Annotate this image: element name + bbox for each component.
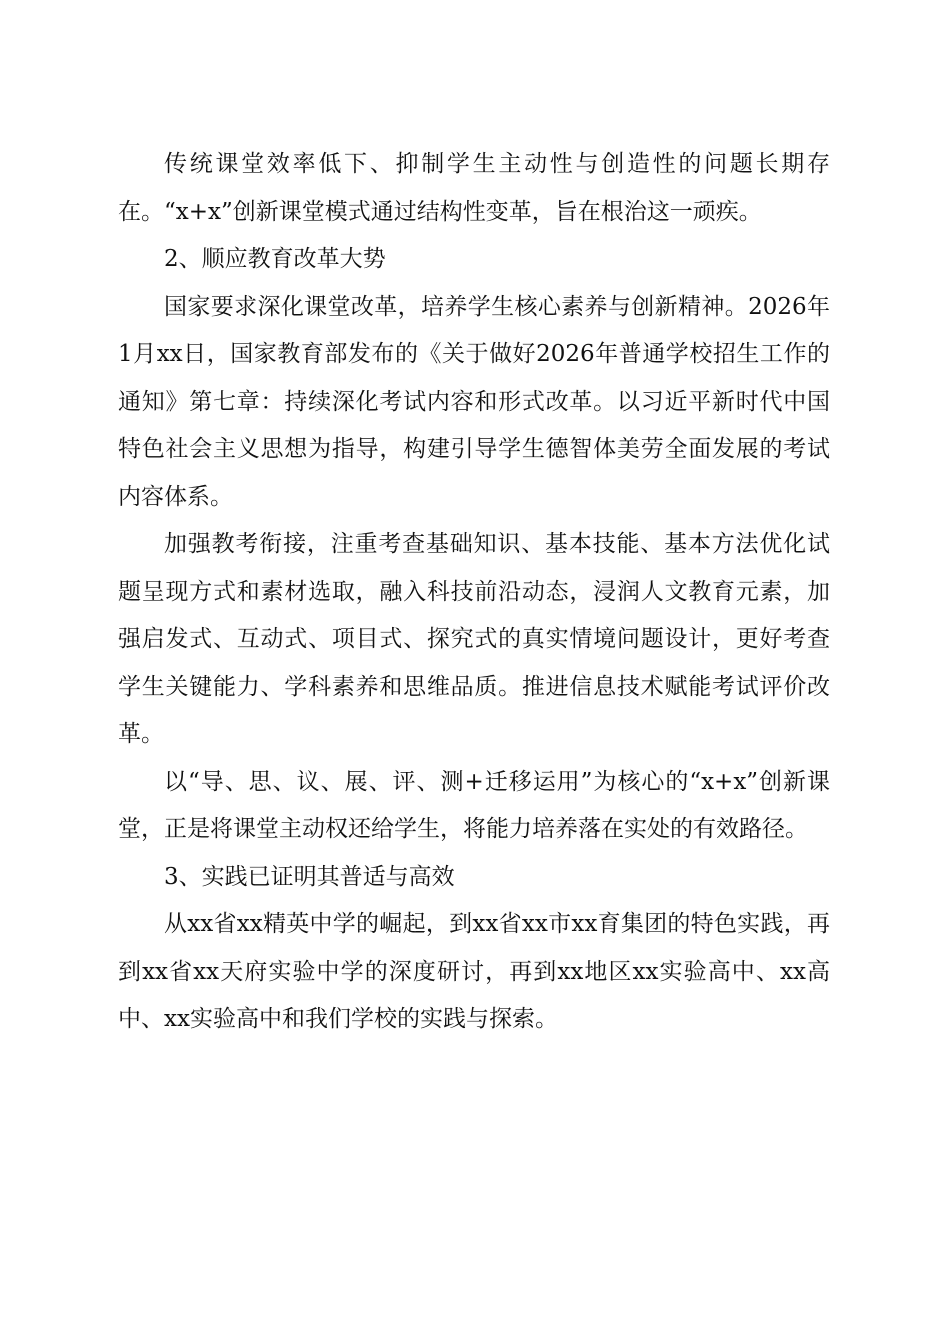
paragraph-practice-examples: 从xx省xx精英中学的崛起，到xx省xx市xx育集团的特色实践，再到xx省xx天府实验中学的深度研讨，再到xx地区xx实验高中、xx高中、xx实验高中和我们学校的实践与探索。 xyxy=(118,911,830,1032)
paragraph-teaching-exam-link: 加强教考衔接，注重考查基础知识、基本技能、基本方法优化试题呈现方式和素材选取，融入科技前沿动态，浸润人文教育元素，加强启发式、互动式、项目式、探究式的真实情境问题设计，更好考查学生关键能力、学科素养和思维品质。推进信息技术赋能考试评价改革。 xyxy=(118,531,830,747)
section-heading-practice-proven: 3、实践已证明其普适与高效 xyxy=(164,863,455,890)
paragraph-xx-innovative-classroom: 以“导、思、议、展、评、测+迁移运用”为核心的“x+x”创新课堂，正是将课堂主动权还给学生，将能力培养落在实处的有效路径。 xyxy=(118,768,830,842)
document-body xyxy=(118,141,830,1044)
section-heading-reform-trend: 2、顺应教育改革大势 xyxy=(164,246,386,272)
paragraph-traditional-classroom: 传统课堂效率低下、抑制学生主动性与创造性的问题长期存在。“x+x”创新课堂模式通过结构性变革，旨在根治这一顽疾。 xyxy=(118,151,830,225)
paragraph-national-requirements: 国家要求深化课堂改革，培养学生核心素养与创新精神。2026年1月xx日，国家教育部发布的《关于做好2026年普通学校招生工作的通知》第七章：持续深化考试内容和形式改革。以习近平新时代中国特色社会主义思想为指导，构建引导学生德智体美劳全面发展的考试内容体系。 xyxy=(118,293,830,510)
